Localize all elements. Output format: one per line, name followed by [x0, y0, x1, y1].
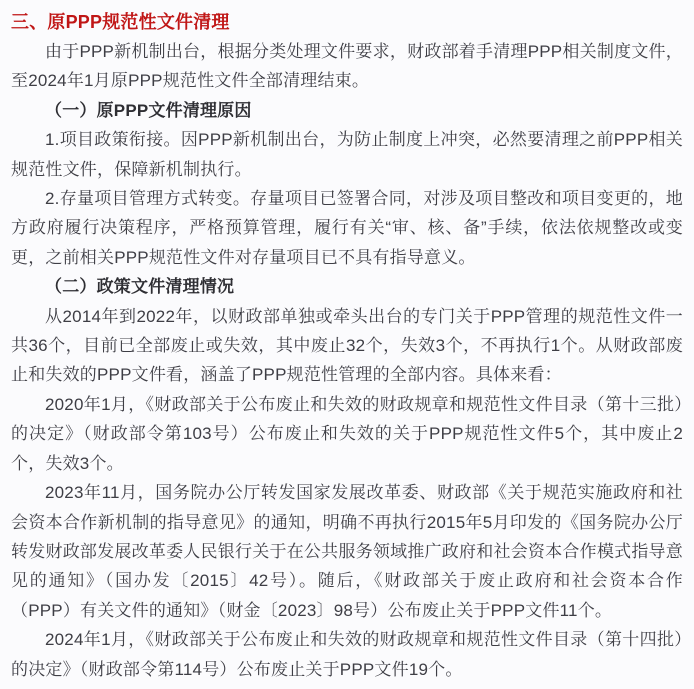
- document-paragraph: 从2014年到2022年，以财政部单独或牵头出台的专门关于PPP管理的规范性文件一共36个，目前已全部废止或失效，其中废止32个，失效3个，不再执行1个。从财政部废止和失效的PPP文件看，涵盖了PPP规范性管理的全部内容。具体来看：: [11, 306, 683, 385]
- document-title: 三、原PPP规范性文件清理: [11, 12, 230, 32]
- section-heading: （二）政策文件清理情况: [45, 277, 235, 297]
- document-paragraph: 由于PPP新机制出台，根据分类处理文件要求，财政部着手清理PPP相关制度文件，至2024年1月原PPP规范性文件全部清理结束。: [11, 42, 683, 91]
- document-paragraph: 2020年1月，《财政部关于公布废止和失效的财政规章和规范性文件目录（第十三批）的决定》（财政部令第103号）公布废止和失效的关于PPP规范性文件5个，其中废止2个，失效3个。: [11, 394, 683, 473]
- document-paragraph: 2024年1月，《财政部关于公布废止和失效的财政规章和规范性文件目录（第十四批）的决定》（财政部令第114号）公布废止关于PPP文件19个。: [11, 630, 683, 679]
- section-heading: （一）原PPP文件清理原因: [45, 100, 252, 120]
- document-paragraph: 2023年11月，国务院办公厅转发国家发展改革委、财政部《关于规范实施政府和社会资本合作新机制的指导意见》的通知，明确不再执行2015年5月印发的《国务院办公厅转发财政部发展改革委人民银行关于在公共服务领域推广政府和社会资本合作模式指导意见的通知》（国办发〔2015〕42号）。随后，《财政部关于废止政府和社会资本合作（PPP）有关文件的通知》（财金〔2023〕98号）公布废止关于PPP文件11个。: [11, 483, 683, 620]
- document-paragraph: 2.存量项目管理方式转变。存量项目已签署合同，对涉及项目整改和项目变更的，地方政府履行决策程序，严格预算管理，履行有关“审、核、备”手续，依法依规整改或变更，之前相关PPP规范性文件对存量项目已不具有指导意义。: [11, 189, 683, 267]
- document-paragraph: 1.项目政策衔接。因PPP新机制出台，为防止制度上冲突，必然要清理之前PPP相关规范性文件，保障新机制执行。: [11, 130, 683, 179]
- document-body: [11, 37, 683, 684]
